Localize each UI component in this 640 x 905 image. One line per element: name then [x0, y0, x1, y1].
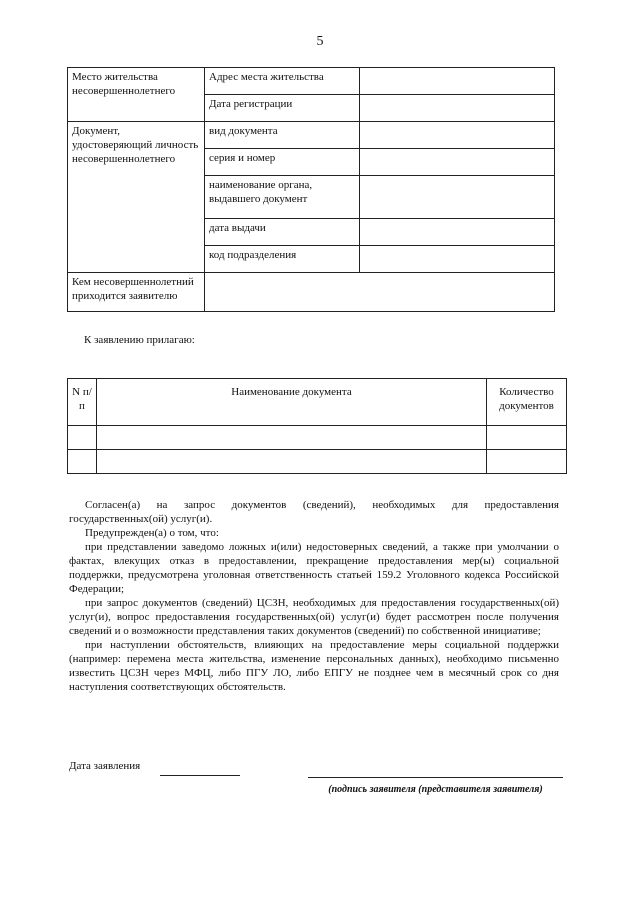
issue-date-field[interactable] [360, 219, 555, 246]
col-quantity-header: Количество документов [487, 379, 567, 426]
col-number-header: N п/п [68, 379, 97, 426]
division-code-field[interactable] [360, 246, 555, 273]
residence-label: Место жительства несовершеннолетнего [68, 68, 205, 122]
table-row [68, 426, 567, 450]
table-row [68, 450, 567, 474]
doc-series-number-label: серия и номер [205, 149, 360, 176]
application-date-field[interactable] [160, 775, 240, 776]
row-name-cell[interactable] [97, 426, 487, 450]
issuing-authority-field[interactable] [360, 176, 555, 219]
consent-text [69, 498, 559, 694]
minor-info-table [67, 67, 555, 312]
application-date-label: Дата заявления [69, 760, 141, 772]
doc-series-number-field[interactable] [360, 149, 555, 176]
signature-field[interactable] [308, 777, 563, 778]
relation-field[interactable] [205, 273, 555, 312]
issue-date-label: дата выдачи [205, 219, 360, 246]
doc-type-label: вид документа [205, 122, 360, 149]
relation-label: Кем несовершеннолетний приходится заявителю [68, 273, 205, 312]
identity-doc-label: Документ, удостоверяющий личность несовершеннолетнего [68, 122, 205, 273]
warning-notify-changes: при наступлении обстоятельств, влияющих на предоставление меры социальной поддержки (например: перемена места жительства, изменение персональных данных), необходимо письменно известить ЦСЗН через МФЦ, либо ПГУ ЛО, либо ЕПГУ не позднее чем в месячный срок со дня наступления соответствующих обстоятельств. [69, 639, 559, 693]
page-number: 5 [316, 34, 324, 49]
residence-address-label: Адрес места жительства [205, 68, 360, 95]
attachments-table [67, 378, 567, 474]
row-number-cell[interactable] [68, 450, 97, 474]
row-quantity-cell[interactable] [487, 450, 567, 474]
doc-type-field[interactable] [360, 122, 555, 149]
attachments-label: К заявлению прилагаю: [84, 334, 195, 346]
col-name-header: Наименование документа [97, 379, 487, 426]
row-name-cell[interactable] [97, 450, 487, 474]
residence-address-field[interactable] [360, 68, 555, 95]
row-number-cell[interactable] [68, 426, 97, 450]
signature-caption: (подпись заявителя (представителя заявителя) [328, 784, 543, 795]
division-code-label: код подразделения [205, 246, 360, 273]
registration-date-field[interactable] [360, 95, 555, 122]
issuing-authority-label: наименование органа, выдавшего документ [205, 176, 360, 219]
registration-date-label: Дата регистрации [205, 95, 360, 122]
warning-intro: Предупрежден(а) о том, что: [85, 527, 219, 539]
warning-false-info: при представлении заведомо ложных и(или) недостоверных сведений, а также при умолчании о фактах, влекущих отказ в предоставлении, прекращение предоставления мер(ы) социальной поддержки, предусмотрена уголовная ответственность статьей 159.2 Уголовного кодекса Российской Федерации; [69, 541, 559, 595]
row-quantity-cell[interactable] [487, 426, 567, 450]
consent-paragraph: Согласен(а) на запрос документов (сведений), необходимых для предоставления государственных(ой) услуг(и). [69, 499, 559, 525]
warning-document-request: при запрос документов (сведений) ЦСЗН, необходимых для предоставления государственных(ой) услуг(и), вопрос предоставления государственных(ой) услуг(и) будет рассмотрен после получения сведений и о возможности представления таких документов (сведений) по собственной инициативе; [69, 597, 559, 637]
